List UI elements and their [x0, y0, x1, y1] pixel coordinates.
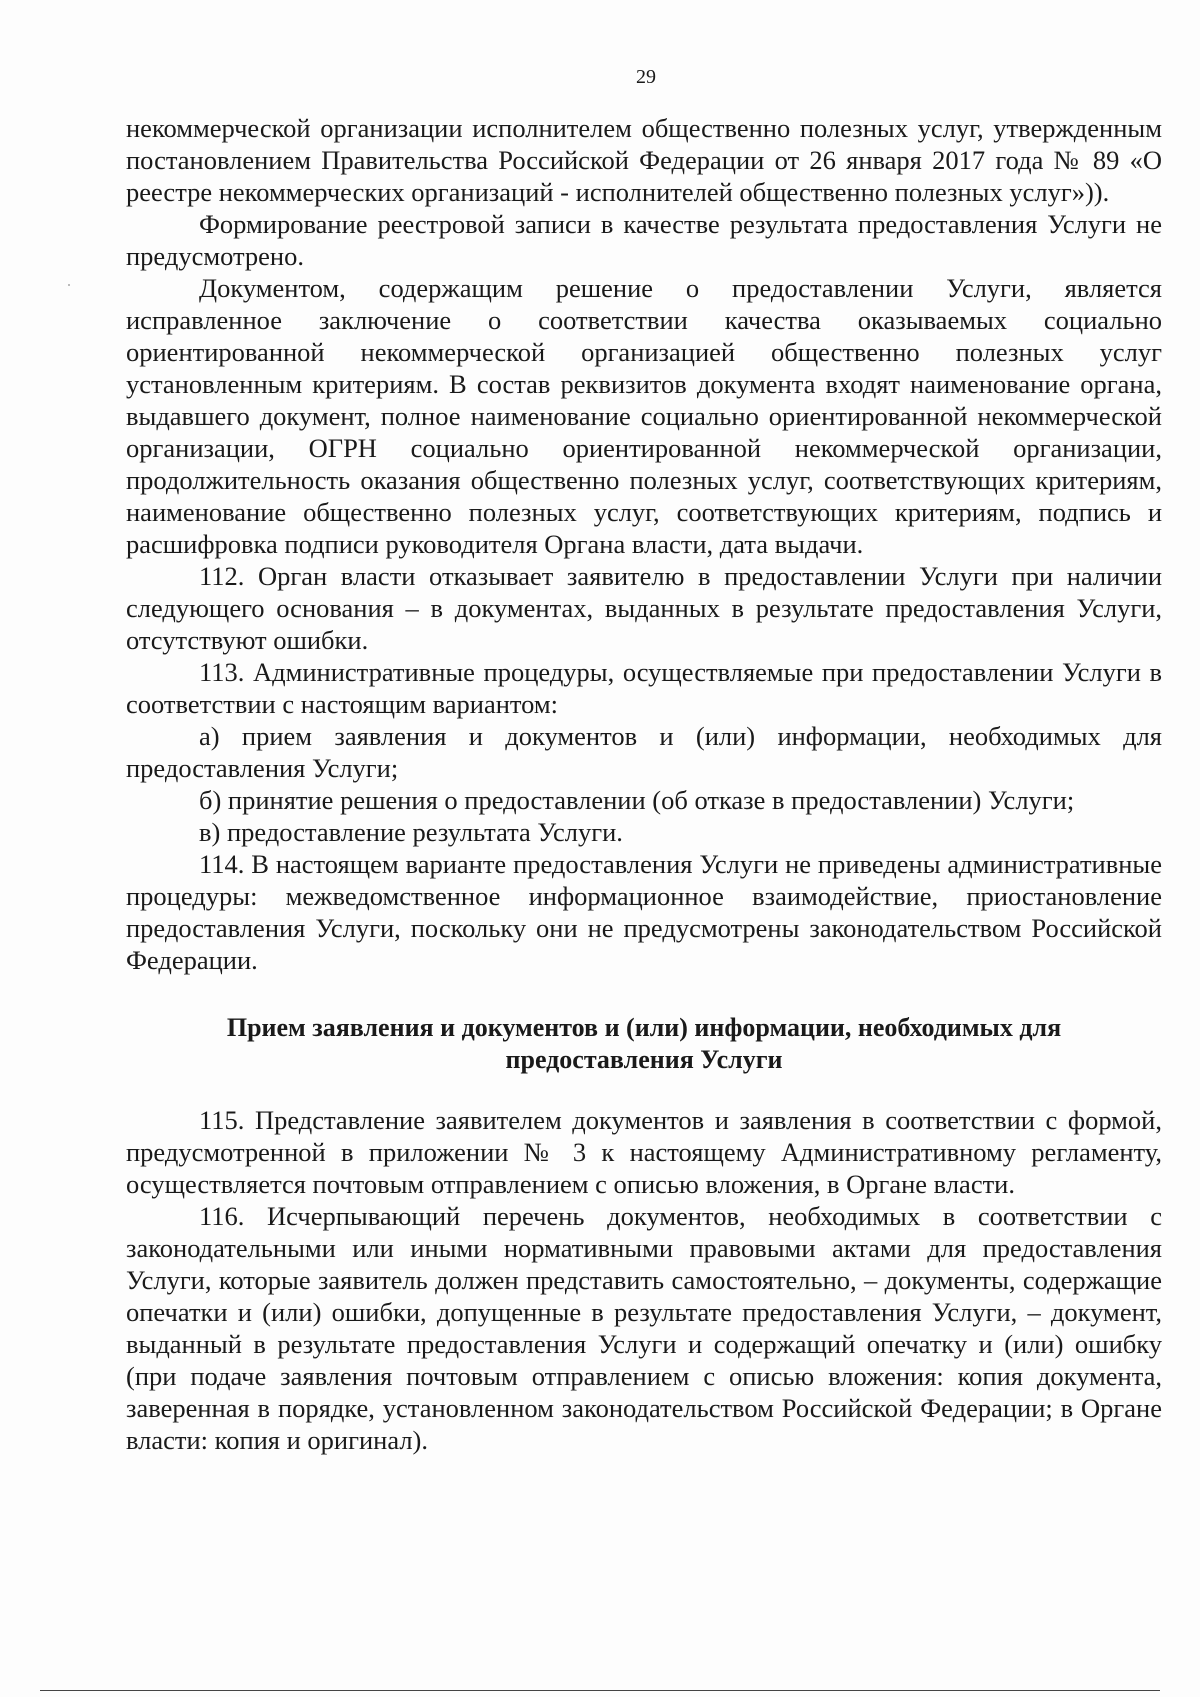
paragraph-112: 112. Орган власти отказывает заявителю в предоставлении Услуги при наличии следующего основания – в документах, выданных в результате предоставления Услуги, отсутствуют ошибки.: [126, 561, 1162, 655]
margin-mark: [68, 284, 70, 286]
page-number: 29: [636, 66, 656, 88]
paragraph-115: 115. Представление заявителем документов и заявления в соответствии с формой, предусмотренной в приложении № 3 к настоящему Административному регламенту, осуществляется почтовым отправлением с описью вложения, в Органе власти.: [126, 1105, 1162, 1199]
paragraph: Формирование реестровой записи в качестве результата предоставления Услуги не предусмотрено.: [126, 209, 1162, 271]
list-item-c: в) предоставление результата Услуги.: [199, 817, 623, 847]
paragraph-116: 116. Исчерпывающий перечень документов, необходимых в соответствии с законодательными или иными нормативными правовыми актами для предоставления Услуги, которые заявитель должен представить самостоятельно, – документы, содержащие опечатки и (или) ошибки, допущенные в результате предоставления Услуги, – документ, выданный в результате предоставления Услуги и содержащий опечатку и (или) ошибку (при подаче заявления почтовым отправлением с описью вложения: копия документа, заверенная в порядке, установленном законодательством Российской Федерации; в Органе власти: копия и оригинал).: [126, 1201, 1162, 1455]
section-heading: Прием заявления и документов и (или) информации, необходимых для предоставления Услуги: [226, 1013, 1062, 1074]
paragraph: некоммерческой организации исполнителем общественно полезных услуг, утвержденным постановлением Правительства Российской Федерации от 26 января 2017 года № 89 «О реестре некоммерческих организаций - исполнителей общественно полезных услуг»)).: [126, 113, 1162, 207]
paragraph: Документом, содержащим решение о предоставлении Услуги, является исправленное заключение о соответствии качества оказываемых социально ориентированной некоммерческой организацией общественно полезных услуг установленным критериям. В состав реквизитов документа входят наименование органа, выдавшего документ, полное наименование социально ориентированной некоммерческой организации, ОГРН социально ориентированной некоммерческой организации, продолжительность оказания общественно полезных услуг, соответствующих критериям, наименование общественно полезных услуг, соответствующих критериям, подпись и расшифровка подписи руководителя Органа власти, дата выдачи.: [126, 273, 1162, 559]
document-body: [126, 112, 1162, 1456]
list-item-b: б) принятие решения о предоставлении (об отказе в предоставлении) Услуги;: [199, 785, 1075, 815]
bottom-rule: [40, 1690, 1160, 1691]
paragraph-114: 114. В настоящем варианте предоставления Услуги не приведены административные процедуры: межведомственное информационное взаимодействие, приостановление предоставления Услуги, поскольку они не предусмотрены законодательством Российской Федерации.: [126, 849, 1162, 975]
list-item-a: а) прием заявления и документов и (или) информации, необходимых для предоставления Услуги;: [126, 721, 1162, 783]
paragraph-113: 113. Административные процедуры, осуществляемые при предоставлении Услуги в соответствии с настоящим вариантом:: [126, 657, 1162, 719]
